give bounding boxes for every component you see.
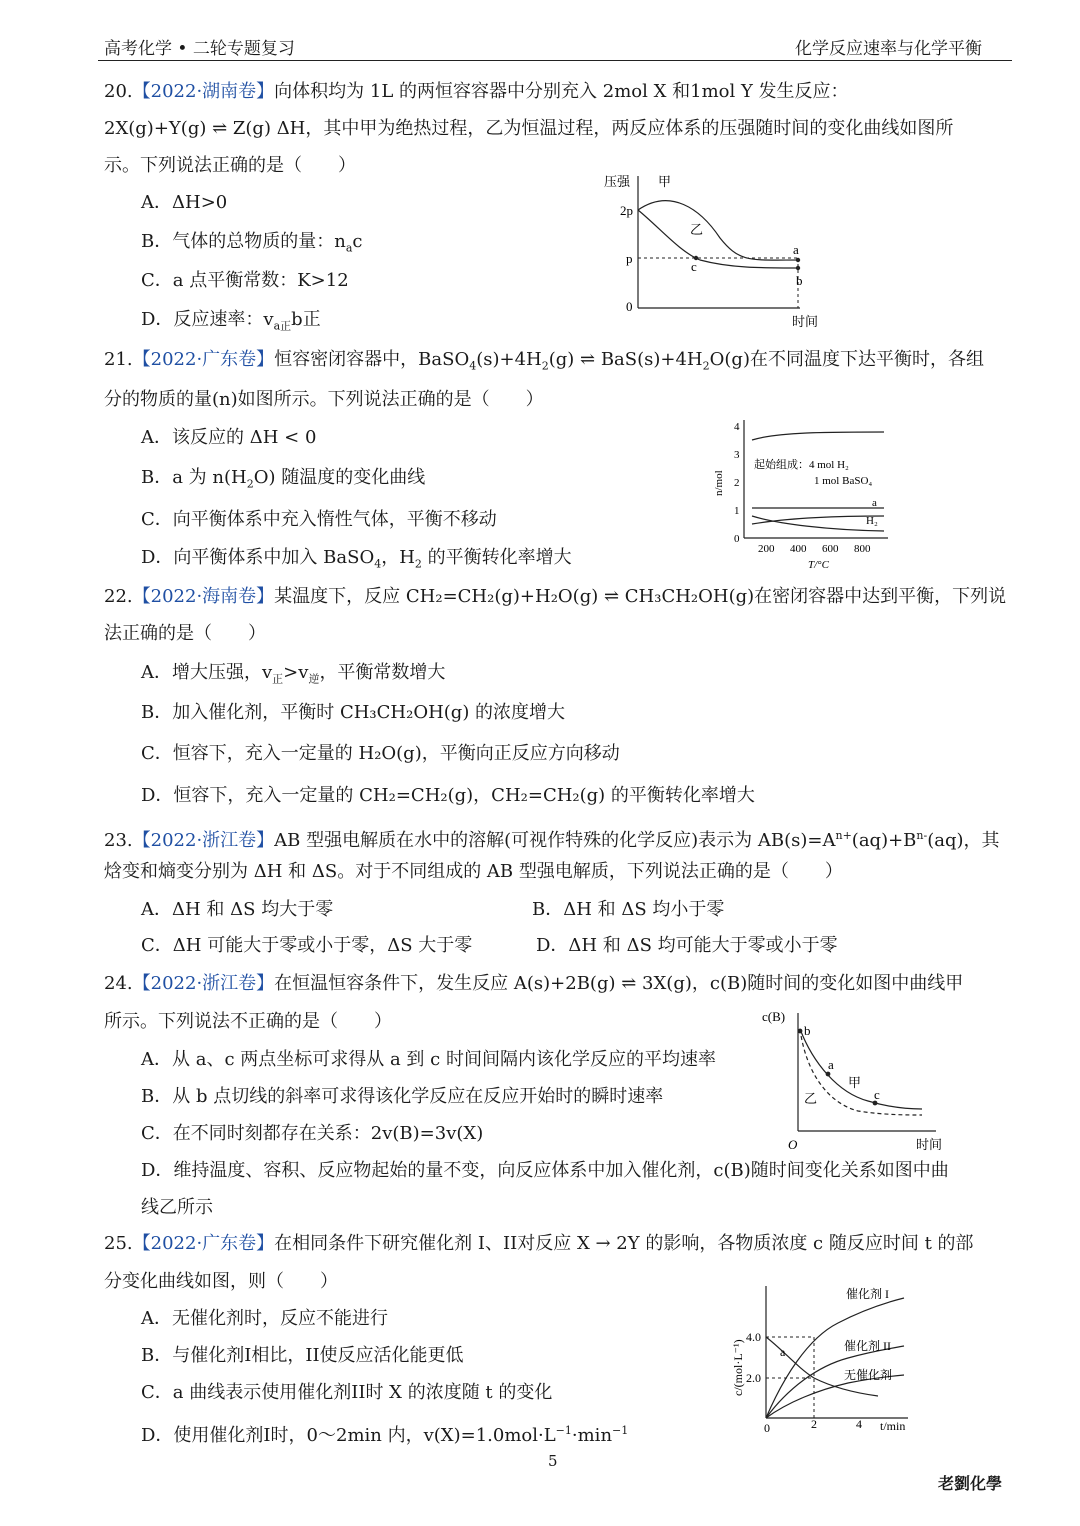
q24-concentration-time-figure <box>758 1003 958 1155</box>
q20-option-a: A．ΔH>0 <box>141 192 228 213</box>
q20-line3: 示。下列说法正确的是（ ） <box>104 155 356 176</box>
q21-stem-a: 恒容密闭容器中， <box>274 349 419 370</box>
q23-source: 【2022·浙江卷】 <box>132 830 275 851</box>
q22-option-a: A．增大压强，$v_正>v_逆$，平衡常数增大 <box>141 662 446 686</box>
q21-stem-c: 在不同温度下达平衡时，各组 <box>749 349 984 370</box>
q24-option-c: C．在不同时刻都存在关系：2v(B)=3v(X) <box>141 1123 484 1144</box>
q21-option-d: D．向平衡体系中加入 BaSO$_4$，$H_2$ 的平衡转化率增大 <box>141 547 572 571</box>
q20-number: 20. <box>104 81 133 102</box>
q21-line1 <box>104 348 984 379</box>
q21-moles-temperature-figure <box>708 414 904 576</box>
q20-fig-yi: 乙 <box>690 222 704 237</box>
q23-option-b: B．ΔH 和 ΔS 均小于零 <box>532 899 725 920</box>
q25-fig-cat0: 无催化剂 <box>844 1368 893 1382</box>
q21-fig-y3: 3 <box>734 449 740 461</box>
q24-fig-xlabel: 时间 <box>916 1137 943 1152</box>
q25-source: 【2022·广东卷】 <box>132 1233 275 1254</box>
q23-number: 23. <box>104 830 133 851</box>
header-rule <box>98 60 1012 61</box>
q25-fig-cat1: 催化剂 I <box>846 1287 889 1301</box>
q22-option-d: D．恒容下，充入一定量的 CH₂=CH₂(g)，CH₂=CH₂(g) 的平衡转化率增大 <box>141 785 755 806</box>
q23-option-c: C．ΔH 可能大于零或小于零，ΔS 大于零 <box>141 935 473 956</box>
q24-number: 24. <box>104 973 133 994</box>
q20-fig-a: a <box>793 242 799 257</box>
q25-fig-x2: 2 <box>811 1417 817 1431</box>
q20-fig-xlabel: 时间 <box>792 314 819 329</box>
q25-concentration-time-figure <box>728 1278 928 1438</box>
q20-fig-zero: 0 <box>626 299 633 314</box>
q21-fig-y4: 4 <box>734 421 740 433</box>
q21-option-a: A．该反应的 ΔH < 0 <box>141 427 317 448</box>
q21-fig-x600: 600 <box>822 543 839 555</box>
q24-fig-b: b <box>804 1023 811 1038</box>
q22-stem: 某温度下，反应 CH₂=CH₂(g)+H₂O(g) ⇌ CH₃CH₂OH(g)在密闭容器中达到平衡，下列说 <box>274 586 1007 607</box>
q20-line1 <box>104 80 849 104</box>
q21-fig-ylabel: n/mol <box>713 470 725 496</box>
q22-option-b: B．加入催化剂，平衡时 CH₃CH₂OH(g) 的浓度增大 <box>141 702 566 723</box>
q25-fig-a: a <box>780 1345 786 1359</box>
q20-source: 【2022·湖南卷】 <box>132 81 275 102</box>
q25-option-a: A．无催化剂时，反应不能进行 <box>141 1308 388 1329</box>
q24-source: 【2022·浙江卷】 <box>132 973 275 994</box>
q20-pressure-time-figure <box>600 168 840 334</box>
q25-stem: 在相同条件下研究催化剂 I、II对反应 X → 2Y 的影响，各物质浓度 c 随反应时间 t 的部 <box>274 1233 974 1254</box>
q21-fig-x400: 400 <box>790 543 807 555</box>
header-right: 化学反应速率与化学平衡 <box>795 39 982 59</box>
q25-fig-cat2: 催化剂 II <box>844 1339 891 1353</box>
q25-fig-zero: 0 <box>764 1421 770 1435</box>
q24-fig-jia: 甲 <box>848 1075 862 1090</box>
q25-fig-xlabel: t/min <box>880 1419 906 1433</box>
q21-line2: 分的物质的量(n)如图所示。下列说法正确的是（ ） <box>104 389 544 410</box>
page-number: 5 <box>548 1452 558 1470</box>
q24-option-a: A．从 a、c 两点坐标可求得从 a 到 c 时间间隔内该化学反应的平均速率 <box>141 1049 716 1070</box>
q23-option-a: A．ΔH 和 ΔS 均大于零 <box>141 899 334 920</box>
q20-line2: 2X(g)+Y(g) ⇌ Z(g) ΔH，其中甲为绝热过程，乙为恒温过程，两反应体系的压强随时间的变化曲线如图所 <box>104 118 954 139</box>
q21-option-b: B．a 为 $n(H_2O)$ 随温度的变化曲线 <box>141 467 426 491</box>
q23-stem: AB 型强电解质在水中的溶解(可视作特殊的化学反应)表示为 $AB(s)=A^{n+}(aq)+B^{n-}(aq)$，其 <box>274 829 1000 851</box>
header-left: 高考化学 • 二轮专题复习 <box>104 39 295 59</box>
q21-fig-note1: 起始组成：4 mol H₂ <box>754 459 849 471</box>
q24-stem: 在恒温恒容条件下，发生反应 A(s)+2B(g) ⇌ 3X(g)，c(B)随时间的变化如图中曲线甲 <box>274 973 964 994</box>
q21-source: 【2022·广东卷】 <box>132 349 275 370</box>
q21-equation: $BaSO_4(s)+4H_2(g)$ ⇌ $BaS(s)+4H_2O(g)$ <box>418 349 750 373</box>
q21-fig-y2: 2 <box>734 477 740 489</box>
q21-number: 21. <box>104 349 133 370</box>
q22-option-c: C．恒容下，充入一定量的 H₂O(g)，平衡向正反应方向移动 <box>141 743 620 764</box>
q20-stem: 向体积均为 1L 的两恒容容器中分别充入 2mol X 和1mol Y 发生反应： <box>274 81 849 102</box>
q24-option-b: B．从 b 点切线的斜率可求得该化学反应在反应开始时的瞬时速率 <box>141 1086 664 1107</box>
q22-number: 22. <box>104 586 133 607</box>
q21-fig-x200: 200 <box>758 543 775 555</box>
q20-fig-jia: 甲 <box>658 174 672 189</box>
q24-fig-c: c <box>874 1087 880 1102</box>
q24-line2: 所示。下列说法不正确的是（ ） <box>104 1011 392 1032</box>
q21-fig-h2: H₂ <box>866 515 878 527</box>
q25-fig-x4: 4 <box>856 1417 862 1431</box>
q21-option-c: C．向平衡体系中充入惰性气体，平衡不移动 <box>141 509 497 530</box>
q25-fig-ylabel: c/(mol·L⁻¹) <box>731 1339 745 1396</box>
q25-option-c: C．a 曲线表示使用催化剂II时 X 的浓度随 t 的变化 <box>141 1382 553 1403</box>
q25-option-d: D．使用催化剂I时，0～2min 内，$v(X)=1.0mol\cdot L^{-1}\cdot\min^{-1}$ <box>141 1424 629 1446</box>
q21-fig-a: a <box>872 497 877 509</box>
q23-option-d: D．ΔH 和 ΔS 均可能大于零或小于零 <box>536 935 838 956</box>
q24-line1 <box>104 972 963 996</box>
q24-fig-a: a <box>828 1057 834 1072</box>
q23-line2: 焓变和熵变分别为 ΔH 和 ΔS。对于不同组成的 AB 型强电解质，下列说法正确的是（ ） <box>104 861 843 882</box>
q24-fig-ylabel: c(B) <box>762 1009 786 1024</box>
q21-fig-xlabel: T/°C <box>808 559 829 571</box>
q21-fig-note2: 1 mol BaSO₄ <box>814 475 873 487</box>
q22-source: 【2022·海南卷】 <box>132 586 275 607</box>
q22-line1 <box>104 585 1006 609</box>
q25-fig-y20: 2.0 <box>746 1371 761 1385</box>
q24-fig-o: O <box>788 1137 798 1152</box>
q21-fig-y1: 1 <box>734 505 740 517</box>
q25-line2: 分变化曲线如图，则（ ） <box>104 1271 338 1292</box>
q20-option-d: D．反应速率：$v_{a正}b$正 <box>141 309 321 333</box>
q25-option-b: B．与催化剂I相比，II使反应活化能更低 <box>141 1345 464 1366</box>
q20-fig-ylabel: 压强 <box>604 174 631 189</box>
brand-logo: 老劉化學 <box>938 1474 1003 1493</box>
q24-option-d-line2: 线乙所示 <box>141 1197 213 1218</box>
q20-option-c: C．a 点平衡常数：K>12 <box>141 270 349 291</box>
q25-number: 25. <box>104 1233 133 1254</box>
q21-fig-x800: 800 <box>854 543 871 555</box>
q20-fig-p: p <box>626 251 633 266</box>
q24-option-d-line1: D．维持温度、容积、反应物起始的量不变，向反应体系中加入催化剂，c(B)随时间变化关系如图中曲 <box>141 1160 949 1181</box>
q24-fig-yi: 乙 <box>804 1091 818 1106</box>
q23-line1 <box>104 824 1000 853</box>
q25-line1 <box>104 1232 974 1256</box>
q20-fig-2p: 2p <box>620 203 633 218</box>
q25-fig-y40: 4.0 <box>746 1330 761 1344</box>
q20-fig-b: b <box>796 273 803 288</box>
q21-fig-y0: 0 <box>734 533 740 545</box>
q22-line2: 法正确的是（ ） <box>104 623 266 644</box>
q20-option-b: B．气体的总物质的量：$n_ac$ <box>141 231 363 255</box>
q20-fig-c: c <box>691 259 697 274</box>
